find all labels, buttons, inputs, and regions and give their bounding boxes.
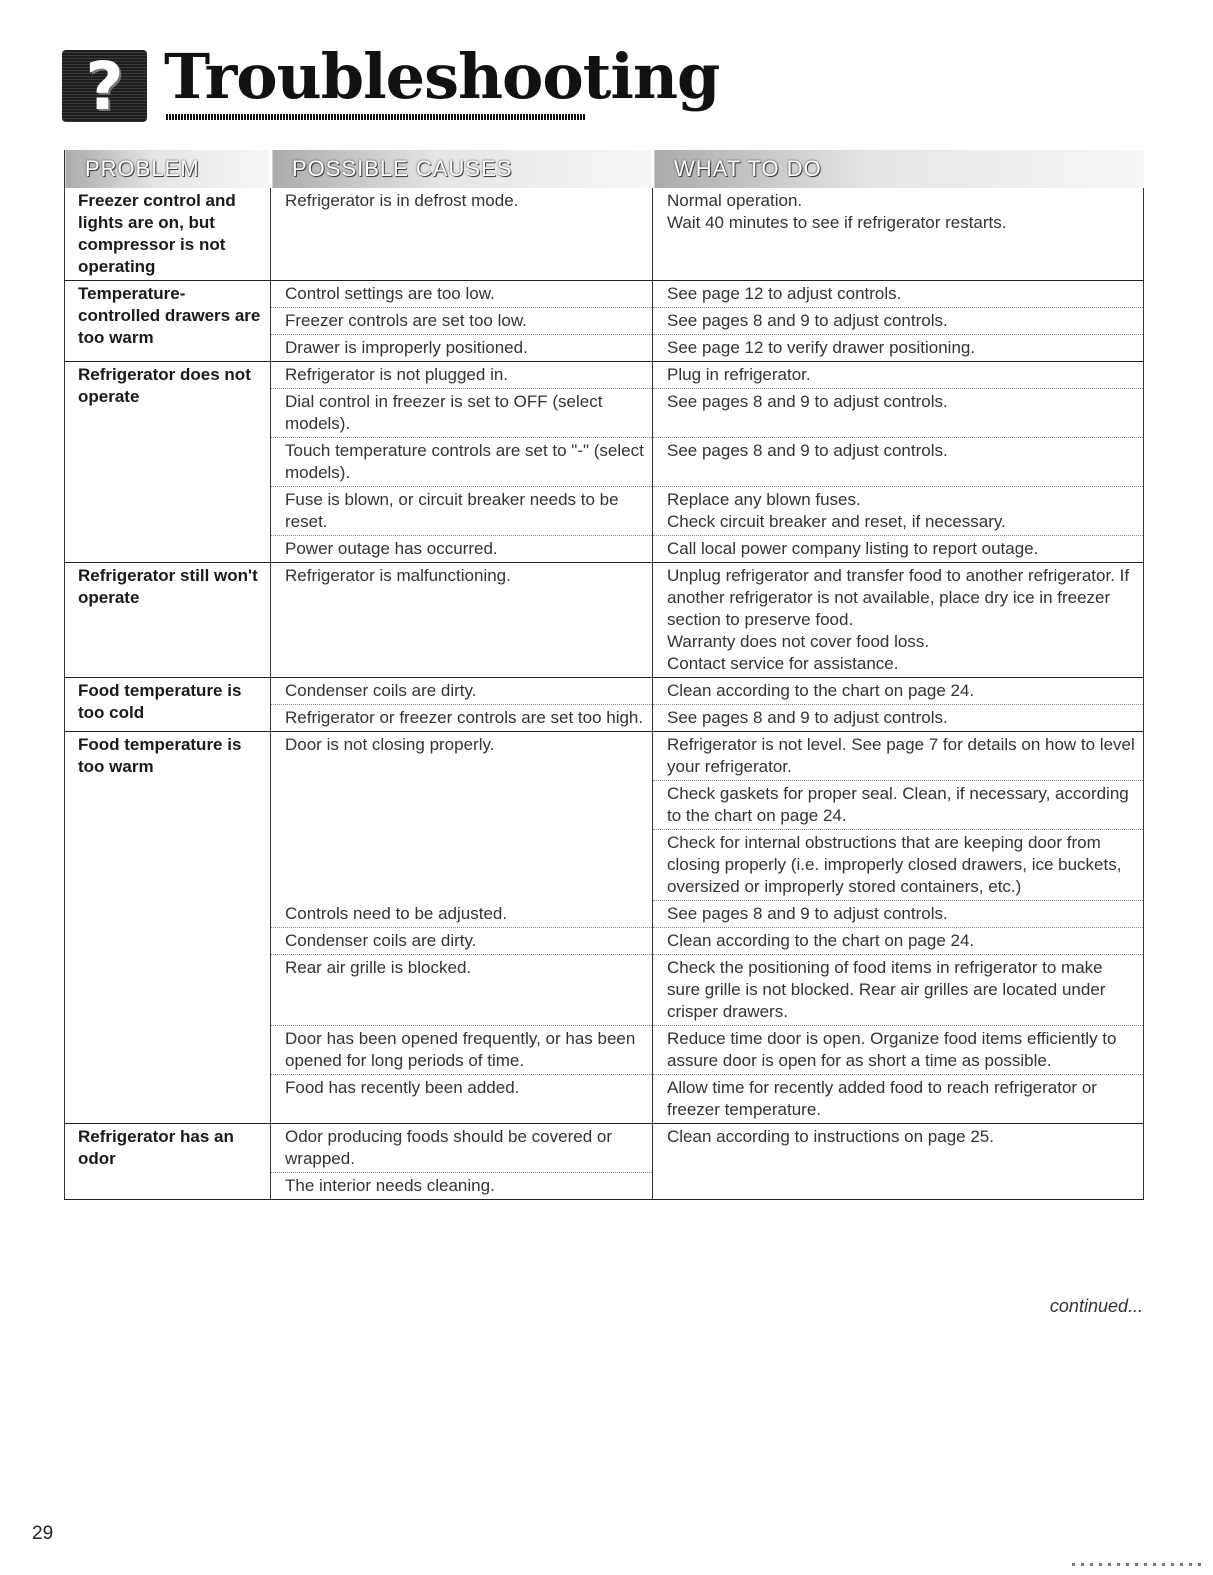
problem-cell: Food temperature is too cold (65, 678, 271, 732)
action-cell: See pages 8 and 9 to adjust controls. (653, 389, 1144, 438)
cause-cell: Power outage has occurred. (271, 536, 653, 563)
continued-note: continued... (1049, 1296, 1143, 1316)
action-cell: See pages 8 and 9 to adjust controls. (653, 705, 1144, 732)
action-cell: Clean according to instructions on page 25. (653, 1124, 1144, 1173)
cause-cell (271, 830, 653, 901)
cause-cell: Refrigerator is in defrost mode. (271, 188, 653, 281)
footer-marks (1072, 1563, 1202, 1566)
problem-cell: Refrigerator has an odor (65, 1124, 271, 1200)
cause-cell: Door is not closing properly. (271, 732, 653, 781)
cause-cell: Refrigerator or freezer controls are set too high. (271, 705, 653, 732)
action-cell: See pages 8 and 9 to adjust controls. (653, 308, 1144, 335)
page-header (62, 40, 720, 125)
action-cell: Call local power company listing to report outage. (653, 536, 1144, 563)
troubleshooting-table (64, 150, 1144, 1200)
page-title: Troubleshooting (164, 40, 720, 113)
action-cell: Clean according to the chart on page 24. (653, 928, 1144, 955)
question-mark-icon (62, 48, 147, 125)
action-cell (653, 1173, 1144, 1200)
cause-cell (271, 781, 653, 830)
table-row (65, 281, 1144, 308)
table-row (65, 362, 1144, 389)
cause-cell: Food has recently been added. (271, 1075, 653, 1124)
column-header-possible-causes: POSSIBLE CAUSES (271, 150, 653, 188)
table-row (65, 1124, 1144, 1173)
cause-cell: Control settings are too low. (271, 281, 653, 308)
cause-cell: Condenser coils are dirty. (271, 928, 653, 955)
page-number: 29 (32, 1523, 54, 1544)
action-cell: Allow time for recently added food to reach refrigerator or freezer temperature. (653, 1075, 1144, 1124)
cause-cell: Door has been opened frequently, or has been opened for long periods of time. (271, 1026, 653, 1075)
cause-cell: Rear air grille is blocked. (271, 955, 653, 1026)
cause-cell: Fuse is blown, or circuit breaker needs to be reset. (271, 487, 653, 536)
cause-cell: Condenser coils are dirty. (271, 678, 653, 705)
cause-cell: Refrigerator is malfunctioning. (271, 563, 653, 678)
table-body (65, 188, 1144, 1200)
action-cell: Reduce time door is open. Organize food items efficiently to assure door is open for as short a time as possible. (653, 1026, 1144, 1075)
table-row (65, 188, 1144, 281)
column-header-what-to-do: WHAT TO DO (653, 150, 1144, 188)
table-row (65, 678, 1144, 705)
action-cell: See pages 8 and 9 to adjust controls. (653, 438, 1144, 487)
problem-cell: Temperature-controlled drawers are too warm (65, 281, 271, 362)
problem-cell: Refrigerator does not operate (65, 362, 271, 563)
title-underline (166, 114, 586, 120)
action-cell: Normal operation. Wait 40 minutes to see if refrigerator restarts. (653, 188, 1144, 281)
action-cell: Clean according to the chart on page 24. (653, 678, 1144, 705)
cause-cell: Freezer controls are set too low. (271, 308, 653, 335)
action-cell: Check for internal obstructions that are keeping door from closing properly (i.e. improperly closed drawers, ice buckets, oversized or improperly stored containers, etc.) (653, 830, 1144, 901)
action-cell: See page 12 to adjust controls. (653, 281, 1144, 308)
problem-cell: Refrigerator still won't operate (65, 563, 271, 678)
action-cell: Unplug refrigerator and transfer food to another refrigerator. If another refrigerator is not available, place dry ice in freezer section to preserve food. Warranty does not cover food loss. Contact service for assistance. (653, 563, 1144, 678)
action-cell: See page 12 to verify drawer positioning. (653, 335, 1144, 362)
cause-cell: Refrigerator is not plugged in. (271, 362, 653, 389)
table-row (65, 732, 1144, 781)
cause-cell: Controls need to be adjusted. (271, 901, 653, 928)
action-cell: Plug in refrigerator. (653, 362, 1144, 389)
question-mark-glyph: ? (85, 48, 124, 125)
action-cell: Refrigerator is not level. See page 7 for details on how to level your refrigerator. (653, 732, 1144, 781)
table-header-row (65, 150, 1144, 188)
action-cell: Check the positioning of food items in refrigerator to make sure grille is not blocked. Rear air grilles are located under crisper drawers. (653, 955, 1144, 1026)
problem-cell: Freezer control and lights are on, but compressor is not operating (65, 188, 271, 281)
cause-cell: Drawer is improperly positioned. (271, 335, 653, 362)
column-header-problem: PROBLEM (65, 150, 271, 188)
cause-cell: Odor producing foods should be covered or wrapped. (271, 1124, 653, 1173)
cause-cell: Touch temperature controls are set to "-" (select models). (271, 438, 653, 487)
action-cell: See pages 8 and 9 to adjust controls. (653, 901, 1144, 928)
cause-cell: Dial control in freezer is set to OFF (select models). (271, 389, 653, 438)
table-row (65, 563, 1144, 678)
action-cell: Check gaskets for proper seal. Clean, if necessary, according to the chart on page 24. (653, 781, 1144, 830)
action-cell: Replace any blown fuses. Check circuit breaker and reset, if necessary. (653, 487, 1144, 536)
cause-cell: The interior needs cleaning. (271, 1173, 653, 1200)
problem-cell: Food temperature is too warm (65, 732, 271, 1124)
